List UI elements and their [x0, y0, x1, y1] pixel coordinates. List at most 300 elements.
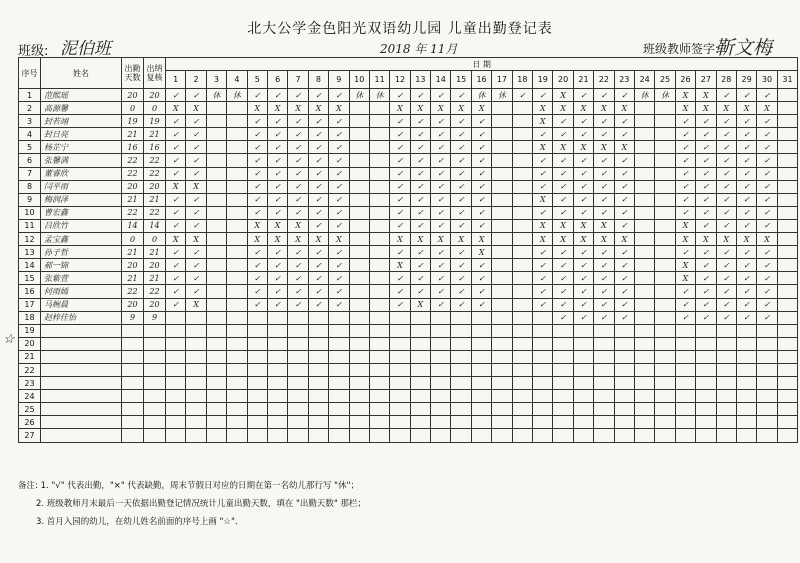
- attendance-mark: ✓: [573, 167, 593, 180]
- attendance-mark: [492, 141, 512, 154]
- attendance-mark: [757, 324, 777, 337]
- attend-days-value: 16: [122, 141, 144, 154]
- attendance-mark: ✓: [329, 128, 349, 141]
- attendance-mark: [390, 390, 410, 403]
- attendance-mark: X: [736, 233, 756, 246]
- attendance-mark: ✓: [533, 206, 553, 219]
- attendance-mark: [634, 128, 654, 141]
- attendance-mark: [267, 416, 287, 429]
- attendance-mark: [206, 285, 226, 298]
- attendance-mark: [369, 390, 389, 403]
- attendance-mark: [492, 259, 512, 272]
- attendance-mark: [492, 403, 512, 416]
- attendance-mark: [410, 429, 430, 442]
- attendance-mark: ✓: [247, 89, 267, 102]
- attendance-mark: [288, 429, 308, 442]
- attendance-mark: [655, 219, 675, 232]
- attendance-mark: [308, 337, 328, 350]
- attendance-mark: ✓: [471, 180, 491, 193]
- attendance-mark: 休: [471, 89, 491, 102]
- attendance-mark: [369, 377, 389, 390]
- attendance-mark: [349, 390, 369, 403]
- attendance-mark: [634, 377, 654, 390]
- table-row: [19, 311, 798, 324]
- attendance-mark: [369, 285, 389, 298]
- attendance-mark: [431, 311, 451, 324]
- attendance-mark: X: [390, 259, 410, 272]
- attendance-mark: [166, 403, 186, 416]
- attend-days-value: 19: [122, 115, 144, 128]
- attendance-mark: [675, 390, 695, 403]
- attendance-mark: [247, 429, 267, 442]
- attendance-mark: ✓: [186, 219, 206, 232]
- attendance-mark: ✓: [757, 285, 777, 298]
- attendance-mark: ✓: [614, 311, 634, 324]
- table-row: [19, 337, 798, 350]
- class-value: 泥伯班: [60, 39, 111, 59]
- attendance-mark: [206, 298, 226, 311]
- attendance-mark: [675, 324, 695, 337]
- row-seq: 10: [19, 206, 41, 219]
- attendance-mark: ✓: [288, 206, 308, 219]
- table-row: [19, 89, 798, 102]
- attendance-mark: [410, 311, 430, 324]
- attendance-mark: ✓: [267, 141, 287, 154]
- attendance-mark: [594, 363, 614, 376]
- pay-check-value: [144, 403, 166, 416]
- attendance-mark: ✓: [308, 285, 328, 298]
- attendance-mark: [655, 115, 675, 128]
- attendance-mark: [553, 403, 573, 416]
- attendance-mark: [166, 416, 186, 429]
- attendance-mark: ✓: [594, 272, 614, 285]
- attendance-mark: ✓: [288, 154, 308, 167]
- attendance-mark: ✓: [329, 167, 349, 180]
- attendance-mark: [573, 324, 593, 337]
- attendance-mark: ✓: [247, 285, 267, 298]
- table-row: [19, 128, 798, 141]
- attendance-mark: [512, 416, 532, 429]
- attendance-mark: ✓: [533, 272, 553, 285]
- attendance-mark: [553, 390, 573, 403]
- attendance-mark: [206, 350, 226, 363]
- attendance-mark: X: [553, 89, 573, 102]
- attendance-mark: X: [186, 298, 206, 311]
- attendance-mark: [594, 403, 614, 416]
- attendance-mark: ✓: [166, 272, 186, 285]
- attendance-mark: [655, 272, 675, 285]
- attendance-mark: ✓: [736, 89, 756, 102]
- child-name: 吕欣竹: [41, 219, 122, 232]
- attendance-mark: [349, 115, 369, 128]
- attendance-mark: ✓: [166, 115, 186, 128]
- attendance-mark: ✓: [614, 154, 634, 167]
- row-seq: 24: [19, 390, 41, 403]
- attendance-mark: [431, 350, 451, 363]
- attendance-mark: ✓: [553, 259, 573, 272]
- attendance-mark: [349, 246, 369, 259]
- attendance-mark: [512, 180, 532, 193]
- attendance-mark: [431, 416, 451, 429]
- attendance-mark: X: [696, 233, 716, 246]
- attendance-mark: [186, 390, 206, 403]
- attendance-mark: [206, 154, 226, 167]
- attendance-mark: [716, 416, 736, 429]
- attendance-mark: [777, 350, 798, 363]
- attendance-mark: ✓: [573, 154, 593, 167]
- pay-check-value: 20: [144, 180, 166, 193]
- attendance-mark: [166, 363, 186, 376]
- attendance-mark: ✓: [288, 246, 308, 259]
- attendance-mark: ✓: [451, 115, 471, 128]
- attendance-mark: [267, 363, 287, 376]
- child-name: [41, 324, 122, 337]
- table-row: [19, 272, 798, 285]
- attendance-mark: [655, 377, 675, 390]
- attendance-mark: ✓: [410, 246, 430, 259]
- attendance-mark: [267, 337, 287, 350]
- attend-days-value: 22: [122, 154, 144, 167]
- attendance-mark: [757, 390, 777, 403]
- attendance-mark: ✓: [166, 167, 186, 180]
- attendance-mark: [533, 350, 553, 363]
- attendance-mark: ✓: [573, 246, 593, 259]
- attendance-mark: [553, 416, 573, 429]
- attendance-mark: [451, 311, 471, 324]
- row-seq: 6: [19, 154, 41, 167]
- attendance-mark: [533, 363, 553, 376]
- attendance-mark: [614, 363, 634, 376]
- attendance-mark: [696, 377, 716, 390]
- attendance-mark: [410, 403, 430, 416]
- attendance-mark: [349, 167, 369, 180]
- attendance-mark: [512, 390, 532, 403]
- attendance-mark: ✓: [410, 89, 430, 102]
- attendance-mark: [390, 403, 410, 416]
- attendance-mark: [512, 429, 532, 442]
- attendance-mark: [471, 429, 491, 442]
- attendance-mark: [206, 311, 226, 324]
- attendance-mark: ✓: [594, 246, 614, 259]
- attendance-mark: X: [675, 233, 695, 246]
- attendance-mark: ✓: [308, 115, 328, 128]
- attendance-mark: ✓: [533, 180, 553, 193]
- attendance-mark: [349, 337, 369, 350]
- attendance-mark: ✓: [329, 285, 349, 298]
- attendance-mark: ✓: [288, 272, 308, 285]
- attendance-mark: ✓: [757, 167, 777, 180]
- attendance-mark: [166, 390, 186, 403]
- attendance-mark: 休: [492, 89, 512, 102]
- attendance-mark: [696, 403, 716, 416]
- attendance-mark: [369, 311, 389, 324]
- attendance-mark: ✓: [675, 128, 695, 141]
- attendance-mark: [206, 416, 226, 429]
- attendance-mark: [308, 311, 328, 324]
- attendance-mark: [573, 377, 593, 390]
- attendance-mark: X: [471, 246, 491, 259]
- attendance-mark: X: [431, 233, 451, 246]
- attendance-mark: ✓: [410, 219, 430, 232]
- attendance-mark: [573, 337, 593, 350]
- attendance-mark: ✓: [166, 128, 186, 141]
- attendance-mark: ✓: [757, 128, 777, 141]
- attendance-mark: [553, 337, 573, 350]
- attendance-mark: ✓: [716, 180, 736, 193]
- attendance-mark: [206, 377, 226, 390]
- attendance-mark: [492, 377, 512, 390]
- day-header: 21: [573, 71, 593, 89]
- child-name: 封若翊: [41, 115, 122, 128]
- attendance-mark: ✓: [451, 154, 471, 167]
- attendance-mark: ✓: [431, 259, 451, 272]
- attendance-mark: [594, 324, 614, 337]
- attendance-mark: [777, 115, 798, 128]
- attendance-mark: [492, 272, 512, 285]
- attendance-mark: X: [308, 233, 328, 246]
- attendance-mark: ✓: [573, 272, 593, 285]
- attendance-mark: ✓: [390, 219, 410, 232]
- day-header: 10: [349, 71, 369, 89]
- attendance-mark: [431, 337, 451, 350]
- attendance-mark: [288, 337, 308, 350]
- attendance-mark: ✓: [716, 285, 736, 298]
- attendance-mark: [512, 377, 532, 390]
- attendance-mark: X: [614, 141, 634, 154]
- attendance-mark: ✓: [267, 206, 287, 219]
- attendance-mark: 休: [349, 89, 369, 102]
- attendance-mark: [553, 324, 573, 337]
- attendance-mark: [777, 363, 798, 376]
- attendance-mark: [390, 324, 410, 337]
- attend-days-value: 22: [122, 285, 144, 298]
- day-header: 5: [247, 71, 267, 89]
- attendance-mark: ✓: [288, 128, 308, 141]
- attendance-mark: [206, 259, 226, 272]
- attendance-mark: [349, 350, 369, 363]
- attendance-mark: [757, 363, 777, 376]
- attendance-mark: X: [186, 233, 206, 246]
- attendance-mark: ✓: [716, 311, 736, 324]
- row-seq: 26: [19, 416, 41, 429]
- attendance-mark: [186, 403, 206, 416]
- row-seq: 5: [19, 141, 41, 154]
- attendance-mark: ✓: [736, 219, 756, 232]
- attendance-mark: ✓: [247, 167, 267, 180]
- day-header: 17: [492, 71, 512, 89]
- attendance-mark: X: [329, 233, 349, 246]
- attendance-mark: [492, 285, 512, 298]
- attendance-mark: [471, 324, 491, 337]
- attendance-mark: [512, 298, 532, 311]
- table-row: [19, 154, 798, 167]
- day-header: 26: [675, 71, 695, 89]
- attendance-mark: ✓: [757, 89, 777, 102]
- attendance-mark: [634, 390, 654, 403]
- attendance-mark: [186, 363, 206, 376]
- attendance-mark: [227, 167, 247, 180]
- attendance-mark: [492, 298, 512, 311]
- attendance-mark: ✓: [166, 141, 186, 154]
- attendance-mark: ✓: [614, 193, 634, 206]
- day-header: 11: [369, 71, 389, 89]
- attendance-mark: [757, 377, 777, 390]
- attendance-mark: [777, 246, 798, 259]
- attendance-mark: ✓: [533, 128, 553, 141]
- attendance-mark: [533, 311, 553, 324]
- attendance-mark: [206, 102, 226, 115]
- attendance-mark: ✓: [247, 115, 267, 128]
- attendance-mark: [716, 363, 736, 376]
- attendance-mark: [166, 311, 186, 324]
- attendance-mark: ✓: [329, 272, 349, 285]
- day-header: 13: [410, 71, 430, 89]
- day-header: 24: [634, 71, 654, 89]
- attendance-mark: ✓: [614, 285, 634, 298]
- attendance-mark: ✓: [166, 89, 186, 102]
- attendance-mark: [471, 337, 491, 350]
- attendance-mark: [553, 363, 573, 376]
- attendance-mark: [349, 154, 369, 167]
- pay-check-value: 22: [144, 285, 166, 298]
- note-1: 备注: 1. "√" 代表出勤，"×" 代表缺勤，周末节假日对应的日期在第一名幼儿那行写 "休"；: [18, 481, 359, 491]
- attendance-mark: [634, 324, 654, 337]
- attendance-mark: [206, 180, 226, 193]
- attendance-mark: ✓: [431, 154, 451, 167]
- attendance-mark: [206, 115, 226, 128]
- attendance-mark: [329, 311, 349, 324]
- attendance-mark: ✓: [390, 167, 410, 180]
- attendance-mark: [614, 416, 634, 429]
- attendance-mark: [573, 416, 593, 429]
- attendance-mark: ✓: [308, 259, 328, 272]
- attendance-mark: [451, 363, 471, 376]
- attendance-mark: [594, 337, 614, 350]
- attendance-mark: [492, 154, 512, 167]
- attendance-mark: X: [247, 219, 267, 232]
- attendance-mark: [227, 115, 247, 128]
- day-header: 31: [777, 71, 798, 89]
- attendance-mark: [777, 377, 798, 390]
- day-header: 18: [512, 71, 532, 89]
- attendance-mark: [736, 363, 756, 376]
- child-name: 何雨嫣: [41, 285, 122, 298]
- pay-check-value: 0: [144, 233, 166, 246]
- attendance-mark: [696, 324, 716, 337]
- attendance-mark: [349, 429, 369, 442]
- day-header: 22: [594, 71, 614, 89]
- attendance-mark: ✓: [308, 89, 328, 102]
- attendance-mark: [594, 416, 614, 429]
- attendance-mark: ✓: [308, 298, 328, 311]
- attendance-mark: X: [533, 115, 553, 128]
- attendance-mark: [369, 115, 389, 128]
- table-row: [19, 285, 798, 298]
- attendance-mark: ✓: [675, 298, 695, 311]
- attendance-mark: ✓: [329, 259, 349, 272]
- attendance-mark: ✓: [410, 272, 430, 285]
- attendance-mark: ✓: [288, 259, 308, 272]
- attendance-mark: ✓: [757, 154, 777, 167]
- attendance-mark: ✓: [410, 128, 430, 141]
- attendance-mark: [451, 429, 471, 442]
- attendance-mark: [206, 403, 226, 416]
- attendance-mark: X: [716, 102, 736, 115]
- header-attend-days: 出勤天数: [122, 58, 144, 89]
- attendance-mark: [655, 403, 675, 416]
- attendance-mark: [227, 377, 247, 390]
- attendance-mark: X: [533, 233, 553, 246]
- row-seq: 23: [19, 377, 41, 390]
- attendance-mark: [757, 337, 777, 350]
- attendance-mark: [369, 180, 389, 193]
- attendance-mark: ✓: [288, 141, 308, 154]
- attendance-mark: [227, 298, 247, 311]
- attendance-mark: [267, 403, 287, 416]
- attendance-mark: [369, 324, 389, 337]
- attendance-mark: [206, 363, 226, 376]
- attendance-mark: [777, 311, 798, 324]
- attendance-mark: ✓: [431, 246, 451, 259]
- attendance-mark: [512, 193, 532, 206]
- class-label: 班级:: [18, 44, 49, 59]
- attendance-mark: [247, 311, 267, 324]
- attendance-mark: [696, 337, 716, 350]
- attendance-mark: ✓: [451, 298, 471, 311]
- attendance-mark: ✓: [267, 259, 287, 272]
- table-row: [19, 324, 798, 337]
- attendance-mark: ✓: [329, 154, 349, 167]
- attendance-mark: ✓: [471, 193, 491, 206]
- attendance-mark: ✓: [716, 206, 736, 219]
- attendance-mark: [512, 403, 532, 416]
- attendance-mark: ✓: [308, 128, 328, 141]
- attendance-mark: [675, 350, 695, 363]
- attendance-mark: [675, 363, 695, 376]
- attendance-mark: [777, 429, 798, 442]
- attendance-mark: [777, 102, 798, 115]
- attendance-mark: ✓: [186, 272, 206, 285]
- attendance-mark: ✓: [451, 206, 471, 219]
- attendance-mark: [431, 324, 451, 337]
- table-row: [19, 102, 798, 115]
- attendance-mark: ✓: [288, 285, 308, 298]
- attendance-mark: [288, 363, 308, 376]
- pay-check-value: 14: [144, 219, 166, 232]
- attendance-mark: [206, 390, 226, 403]
- attendance-mark: [369, 259, 389, 272]
- attend-days-value: [122, 350, 144, 363]
- attendance-mark: ✓: [186, 128, 206, 141]
- attendance-mark: ✓: [267, 246, 287, 259]
- attendance-mark: 休: [634, 89, 654, 102]
- attendance-mark: [492, 180, 512, 193]
- attendance-mark: ✓: [390, 206, 410, 219]
- attend-days-value: 21: [122, 246, 144, 259]
- attendance-mark: [247, 363, 267, 376]
- attendance-mark: 休: [655, 89, 675, 102]
- attendance-mark: ✓: [267, 128, 287, 141]
- attendance-mark: [471, 350, 491, 363]
- table-row: [19, 167, 798, 180]
- attendance-mark: [696, 390, 716, 403]
- attendance-mark: [329, 337, 349, 350]
- attend-days-value: 14: [122, 219, 144, 232]
- attendance-mark: ✓: [410, 154, 430, 167]
- attendance-mark: ✓: [329, 206, 349, 219]
- attendance-mark: ✓: [696, 180, 716, 193]
- attendance-mark: [227, 337, 247, 350]
